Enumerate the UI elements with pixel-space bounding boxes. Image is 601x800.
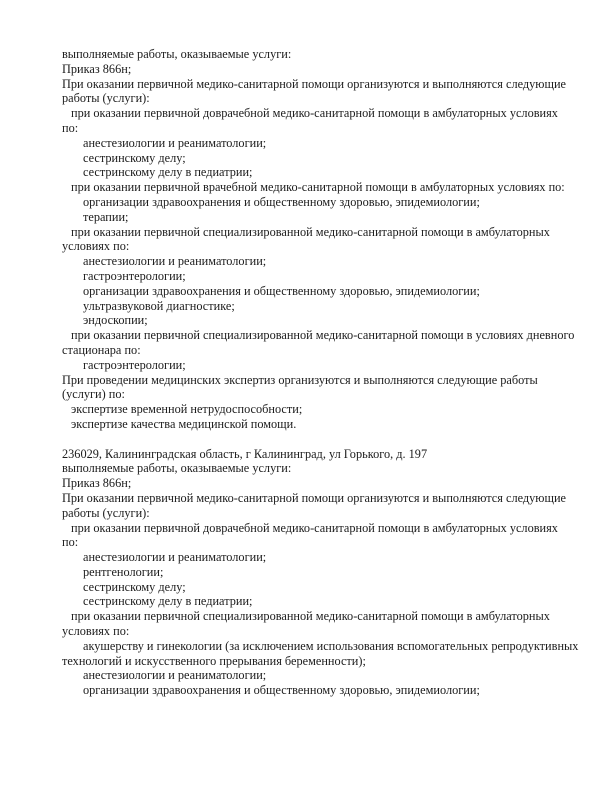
document-line: При оказании первичной медико-санитарной помощи организуются и выполняются следующие — [62, 76, 566, 91]
document-line: рентгенологии; — [83, 564, 164, 579]
document-line: сестринскому делу; — [83, 150, 186, 165]
document-line: при оказании первичной специализированной медико-санитарной помощи в амбулаторных — [71, 224, 550, 239]
document-line: Приказ 866н; — [62, 61, 132, 76]
document-line: технологий и искусственного прерывания беременности); — [62, 653, 366, 668]
document-line: При оказании первичной медико-санитарной помощи организуются и выполняются следующие — [62, 490, 566, 505]
document-line: организации здравоохранения и общественному здоровью, эпидемиологии; — [83, 194, 480, 209]
document-line: условиях по: — [62, 239, 130, 254]
document-line: анестезиологии и реаниматологии; — [83, 135, 267, 150]
document-line: терапии; — [83, 209, 129, 224]
document-line: выполняемые работы, оказываемые услуги: — [62, 461, 292, 476]
document-line: анестезиологии и реаниматологии; — [83, 550, 267, 565]
document-line: гастроэнтерологии; — [83, 268, 186, 283]
document-line: условиях по: — [62, 624, 130, 639]
document-line: сестринскому делу в педиатрии; — [83, 165, 253, 180]
document-line: при оказании первичной специализированной медико-санитарной помощи в амбулаторных — [71, 609, 550, 624]
document-line: по: — [62, 535, 79, 550]
document-line: акушерству и гинекологии (за исключением использования вспомогательных репродуктивных — [83, 638, 579, 653]
document-line: работы (услуги): — [62, 91, 150, 106]
license-works-block-1 — [62, 47, 575, 432]
document-line: выполняемые работы, оказываемые услуги: — [62, 47, 292, 61]
document-line: по: — [62, 120, 79, 135]
document-line: сестринскому делу; — [83, 579, 186, 594]
document-line: Приказ 866н; — [62, 476, 132, 491]
document-line: При проведении медицинских экспертиз организуются и выполняются следующие работы — [62, 372, 538, 387]
address-line: 236029, Калининградская область, г Калининград, ул Горького, д. 197 — [62, 446, 428, 461]
document-line: при оказании первичной доврачебной медико-санитарной помощи в амбулаторных условиях — [71, 520, 558, 535]
document-line: организации здравоохранения и общественному здоровью, эпидемиологии; — [83, 283, 480, 298]
document-line: (услуги) по: — [62, 387, 125, 402]
document-line: ультразвуковой диагностике; — [83, 298, 235, 313]
document-line: работы (услуги): — [62, 505, 150, 520]
document-line: организации здравоохранения и общественному здоровью, эпидемиологии; — [83, 683, 480, 698]
document-line: при оказании первичной доврачебной медико-санитарной помощи в амбулаторных условиях — [71, 106, 558, 121]
document-line: стационара по: — [62, 342, 141, 357]
document-body — [62, 47, 579, 698]
license-works-block-2 — [62, 446, 579, 699]
document-line: при оказании первичной врачебной медико-санитарной помощи в амбулаторных условиях по: — [71, 180, 565, 195]
document-line: гастроэнтерологии; — [83, 357, 186, 372]
document-line: анестезиологии и реаниматологии; — [83, 668, 267, 683]
document-line: экспертизе временной нетрудоспособности; — [71, 402, 303, 417]
document-line: сестринскому делу в педиатрии; — [83, 594, 253, 609]
document-line: при оказании первичной специализированной медико-санитарной помощи в условиях дневного — [71, 328, 575, 343]
document-line: эндоскопии; — [83, 313, 148, 328]
document-line: экспертизе качества медицинской помощи. — [71, 416, 297, 431]
document-line: анестезиологии и реаниматологии; — [83, 254, 267, 269]
